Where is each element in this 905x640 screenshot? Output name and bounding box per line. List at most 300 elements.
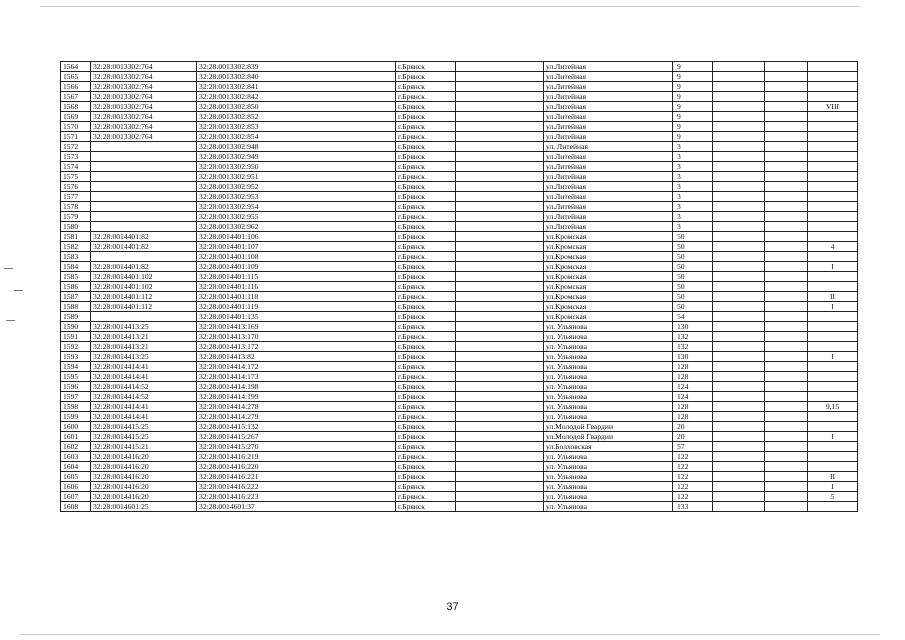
table-cell: 4 (808, 242, 858, 252)
table-cell (808, 132, 858, 142)
table-cell: г.Брянск (396, 162, 456, 172)
table-cell: 3 (673, 192, 713, 202)
table-cell: 32:28:0014401:115 (197, 272, 396, 282)
table-cell (765, 112, 808, 122)
table-cell (713, 432, 765, 442)
table-cell (456, 112, 544, 122)
table-cell: ул. Ульянова (544, 372, 673, 382)
table-cell (456, 242, 544, 252)
table-row (61, 252, 858, 262)
table-cell (91, 162, 197, 172)
table-cell: г.Брянск (396, 152, 456, 162)
table-cell: г.Брянск (396, 422, 456, 432)
table-cell (456, 492, 544, 502)
table-cell (765, 352, 808, 362)
table-cell (765, 182, 808, 192)
table-cell (713, 402, 765, 412)
table-cell (765, 392, 808, 402)
table-cell: г.Брянск (396, 402, 456, 412)
table-cell (713, 312, 765, 322)
table-cell (91, 152, 197, 162)
table-cell: 32:28:0013302:953 (197, 192, 396, 202)
table-cell: ул. Литейная (544, 142, 673, 152)
table-cell (808, 372, 858, 382)
cadastral-table (60, 61, 858, 512)
table-cell: 32:28:0014414:199 (197, 392, 396, 402)
table-cell (765, 242, 808, 252)
table-row (61, 292, 858, 302)
table-row (61, 362, 858, 372)
table-cell: 1581 (61, 232, 91, 242)
table-row (61, 162, 858, 172)
table-cell (713, 82, 765, 92)
table-cell (456, 372, 544, 382)
table-cell: 9 (673, 122, 713, 132)
table-cell: г.Брянск (396, 282, 456, 292)
table-cell: 32:28:0014401:119 (197, 302, 396, 312)
table-cell (808, 342, 858, 352)
table-cell (456, 482, 544, 492)
table-cell (91, 312, 197, 322)
table-cell: г.Брянск (396, 192, 456, 202)
table-cell: 32:28:0014401:106 (197, 232, 396, 242)
table-cell (765, 142, 808, 152)
table-cell: I (808, 262, 858, 272)
table-cell: 122 (673, 482, 713, 492)
table-cell (713, 272, 765, 282)
table-cell (765, 462, 808, 472)
table-cell: ул.Кромская (544, 272, 673, 282)
table-cell (456, 452, 544, 462)
table-cell (808, 392, 858, 402)
table-cell: 32:28:0014401:102 (91, 282, 197, 292)
table-cell: 5 (808, 492, 858, 502)
table-cell: 32:28:0014414:172 (197, 362, 396, 372)
table-cell: 9 (673, 132, 713, 142)
table-cell (808, 192, 858, 202)
table-cell (713, 142, 765, 152)
table-cell: 32:28:0014413:82 (197, 352, 396, 362)
table-cell: ул.Литейная (544, 192, 673, 202)
table-cell (765, 492, 808, 502)
table-cell: 1576 (61, 182, 91, 192)
table-row (61, 332, 858, 342)
table-cell (456, 262, 544, 272)
table-cell: ул.Молодой Гвардии (544, 422, 673, 432)
table-cell: 124 (673, 392, 713, 402)
table-cell: ул. Ульянова (544, 332, 673, 342)
table-cell: 122 (673, 472, 713, 482)
table-cell (713, 502, 765, 512)
table-cell: 1585 (61, 272, 91, 282)
table-cell (808, 282, 858, 292)
table-cell: 32:28:0014414:52 (91, 392, 197, 402)
table-row (61, 372, 858, 382)
table-cell (456, 222, 544, 232)
table-cell (808, 362, 858, 372)
table-cell: г.Брянск (396, 62, 456, 72)
table-cell (765, 372, 808, 382)
table-cell: 50 (673, 272, 713, 282)
table-cell (713, 242, 765, 252)
table-cell (808, 422, 858, 432)
table-cell: ул.Литейная (544, 212, 673, 222)
table-cell (765, 292, 808, 302)
table-cell: г.Брянск (396, 312, 456, 322)
table-cell: 1575 (61, 172, 91, 182)
table-cell: 32:28:0014416:20 (91, 472, 197, 482)
table-row (61, 132, 858, 142)
table-cell (765, 252, 808, 262)
table-cell (456, 162, 544, 172)
table-cell: ул.Литейная (544, 122, 673, 132)
table-cell (808, 162, 858, 172)
table-cell (713, 302, 765, 312)
table-cell: 32:28:0014415:21 (91, 442, 197, 452)
table-cell: 32:28:0013302:854 (197, 132, 396, 142)
table-cell: 32:28:0014416:20 (91, 482, 197, 492)
table-cell: г.Брянск (396, 262, 456, 272)
table-cell (765, 432, 808, 442)
table-cell: 9,15 (808, 402, 858, 412)
table-cell: 32:28:0014415:25 (91, 422, 197, 432)
table-cell (456, 252, 544, 262)
table-cell: г.Брянск (396, 372, 456, 382)
table-cell: 32:28:0014414:41 (91, 412, 197, 422)
table-cell (456, 462, 544, 472)
table-cell: ул.Кромская (544, 262, 673, 272)
table-cell: 32:28:0013302:840 (197, 72, 396, 82)
table-cell: 1572 (61, 142, 91, 152)
table-cell (713, 112, 765, 122)
table-cell: г.Брянск (396, 392, 456, 402)
table-row (61, 412, 858, 422)
table-cell: ул. Ульянова (544, 482, 673, 492)
table-cell (713, 182, 765, 192)
table-cell (808, 62, 858, 72)
table-cell (91, 202, 197, 212)
table-cell: 32:28:0014414:41 (91, 362, 197, 372)
table-row (61, 502, 858, 512)
table-cell (808, 112, 858, 122)
table-cell: 1594 (61, 362, 91, 372)
table-cell: ул. Ульянова (544, 452, 673, 462)
table-cell: ул.Литейная (544, 172, 673, 182)
table-cell: 50 (673, 302, 713, 312)
table-cell (713, 492, 765, 502)
table-row (61, 172, 858, 182)
table-cell (765, 452, 808, 462)
table-cell (713, 452, 765, 462)
table-cell: г.Брянск (396, 462, 456, 472)
table-cell: 50 (673, 262, 713, 272)
table-cell (456, 442, 544, 452)
table-cell: 32:28:0014416:20 (91, 452, 197, 462)
table-cell: 9 (673, 102, 713, 112)
table-cell (456, 152, 544, 162)
table-cell: ул.Кромская (544, 252, 673, 262)
table-cell: 1606 (61, 482, 91, 492)
table-cell: г.Брянск (396, 232, 456, 242)
table-cell: 32:28:0014401:108 (197, 252, 396, 262)
table-cell: 122 (673, 452, 713, 462)
table-cell: 1588 (61, 302, 91, 312)
table-cell: 128 (673, 412, 713, 422)
table-cell (808, 502, 858, 512)
table-cell (808, 222, 858, 232)
table-cell (713, 62, 765, 72)
table-cell (456, 402, 544, 412)
table-cell: 32:28:0014416:223 (197, 492, 396, 502)
table-row (61, 72, 858, 82)
table-cell: 32:28:0014401:112 (91, 292, 197, 302)
table-cell: 1589 (61, 312, 91, 322)
table-cell: г.Брянск (396, 182, 456, 192)
table-cell: 128 (673, 402, 713, 412)
table-cell: ул. Ульянова (544, 472, 673, 482)
table-cell (765, 342, 808, 352)
table-cell: 32:28:0013302:954 (197, 202, 396, 212)
table-cell: 3 (673, 222, 713, 232)
table-cell (808, 412, 858, 422)
table-cell: 32:28:0014401:82 (91, 262, 197, 272)
table-cell: 32:28:0014601:25 (91, 502, 197, 512)
table-cell: ул.Литейная (544, 112, 673, 122)
table-cell: г.Брянск (396, 272, 456, 282)
table-cell: 32:28:0013302:764 (91, 102, 197, 112)
table-cell: 50 (673, 282, 713, 292)
table-cell (765, 192, 808, 202)
table-cell (456, 342, 544, 352)
table-cell: 32:28:0013302:951 (197, 172, 396, 182)
table-cell: 32:28:0014413:21 (91, 332, 197, 342)
table-cell (808, 322, 858, 332)
table-cell: 133 (673, 502, 713, 512)
table-cell: 50 (673, 292, 713, 302)
table-cell: 3 (673, 152, 713, 162)
table-cell: 130 (673, 352, 713, 362)
table-cell: 32:28:0014413:169 (197, 322, 396, 332)
table-cell: ул.Кромская (544, 312, 673, 322)
table-cell: 3 (673, 142, 713, 152)
table-cell: г.Брянск (396, 502, 456, 512)
table-cell (765, 92, 808, 102)
table-cell: 32:28:0013302:764 (91, 112, 197, 122)
table-row (61, 442, 858, 452)
table-cell: 9 (673, 82, 713, 92)
table-cell: г.Брянск (396, 382, 456, 392)
table-cell: 32:28:0013302:764 (91, 122, 197, 132)
table-cell (765, 332, 808, 342)
table-cell: г.Брянск (396, 352, 456, 362)
table-row (61, 282, 858, 292)
table-cell: 32:28:0014414:52 (91, 382, 197, 392)
table-row (61, 192, 858, 202)
table-cell: 32:28:0014401:116 (197, 282, 396, 292)
table-cell: 3 (673, 162, 713, 172)
table-cell: г.Брянск (396, 322, 456, 332)
table-cell (765, 152, 808, 162)
table-cell: г.Брянск (396, 442, 456, 452)
table-cell: 1565 (61, 72, 91, 82)
table-row (61, 312, 858, 322)
table-cell: 50 (673, 232, 713, 242)
table-cell (713, 202, 765, 212)
table-cell: г.Брянск (396, 362, 456, 372)
cadastral-table-body (61, 62, 858, 512)
table-cell: 50 (673, 242, 713, 252)
table-cell: ул.Литейная (544, 182, 673, 192)
table-cell: 1584 (61, 262, 91, 272)
table-cell: ул. Ульянова (544, 342, 673, 352)
table-cell: 32:28:0014415:25 (91, 432, 197, 442)
table-cell (456, 122, 544, 132)
table-cell (713, 392, 765, 402)
table-cell (713, 292, 765, 302)
table-cell (91, 182, 197, 192)
table-cell: г.Брянск (396, 292, 456, 302)
table-cell: 57 (673, 442, 713, 452)
table-cell: 32:28:0014401:112 (91, 302, 197, 312)
table-cell (456, 272, 544, 282)
table-cell: 122 (673, 462, 713, 472)
table-cell (456, 192, 544, 202)
table-cell: г.Брянск (396, 212, 456, 222)
table-cell (713, 172, 765, 182)
table-cell: 32:28:0013302:764 (91, 132, 197, 142)
table-cell (713, 162, 765, 172)
table-cell: г.Брянск (396, 302, 456, 312)
table-cell (456, 82, 544, 92)
table-cell: 1569 (61, 112, 91, 122)
table-row (61, 452, 858, 462)
table-cell (713, 102, 765, 112)
table-cell (808, 452, 858, 462)
table-cell (765, 122, 808, 132)
scan-noise-bottom (20, 634, 880, 635)
table-cell: г.Брянск (396, 412, 456, 422)
table-cell: 32:28:0013302:950 (197, 162, 396, 172)
table-cell: ул. Ульянова (544, 502, 673, 512)
table-cell: ул.Литейная (544, 222, 673, 232)
table-cell: 1601 (61, 432, 91, 442)
table-cell: ул.Литейная (544, 102, 673, 112)
table-cell: 32:28:0013302:949 (197, 152, 396, 162)
table-cell: 32:28:0014414:173 (197, 372, 396, 382)
table-cell: 32:28:0013302:962 (197, 222, 396, 232)
table-cell: г.Брянск (396, 332, 456, 342)
table-cell: 32:28:0014415:267 (197, 432, 396, 442)
table-cell (456, 62, 544, 72)
table-row (61, 322, 858, 332)
table-cell (808, 252, 858, 262)
margin-mark (6, 320, 15, 321)
table-cell: 1595 (61, 372, 91, 382)
table-cell (808, 232, 858, 242)
table-cell (713, 372, 765, 382)
table-cell: ул.Литейная (544, 152, 673, 162)
table-cell: ул.Литейная (544, 72, 673, 82)
table-cell: ул. Ульянова (544, 352, 673, 362)
table-cell (456, 422, 544, 432)
table-cell (765, 132, 808, 142)
table-cell: г.Брянск (396, 72, 456, 82)
table-cell (713, 442, 765, 452)
table-cell (713, 352, 765, 362)
table-cell (456, 382, 544, 392)
table-cell (765, 412, 808, 422)
table-cell: 1596 (61, 382, 91, 392)
table-cell (713, 212, 765, 222)
table-cell: 1571 (61, 132, 91, 142)
table-cell: 3 (673, 202, 713, 212)
table-row (61, 82, 858, 92)
table-cell: 32:28:0014416:221 (197, 472, 396, 482)
table-cell: I (808, 432, 858, 442)
table-cell (765, 322, 808, 332)
table-cell (765, 172, 808, 182)
table-cell: 3 (673, 212, 713, 222)
table-cell (765, 312, 808, 322)
table-cell: 32:28:0013302:841 (197, 82, 396, 92)
table-cell: г.Брянск (396, 142, 456, 152)
table-cell (808, 272, 858, 282)
table-cell: 20 (673, 432, 713, 442)
table-cell (808, 172, 858, 182)
table-cell (765, 472, 808, 482)
table-cell (765, 202, 808, 212)
table-cell: г.Брянск (396, 252, 456, 262)
table-cell (765, 272, 808, 282)
table-row (61, 152, 858, 162)
table-cell: 1586 (61, 282, 91, 292)
table-cell: г.Брянск (396, 452, 456, 462)
table-cell (456, 412, 544, 422)
table-cell: 1605 (61, 472, 91, 482)
table-cell (808, 122, 858, 132)
table-cell: ул. Ульянова (544, 402, 673, 412)
table-cell: 32:28:0013302:852 (197, 112, 396, 122)
table-cell: 32:28:0014413:25 (91, 322, 197, 332)
table-row (61, 142, 858, 152)
table-cell: 1573 (61, 152, 91, 162)
table-row (61, 342, 858, 352)
table-cell: 1580 (61, 222, 91, 232)
table-cell (765, 102, 808, 112)
table-cell: 32:28:0014401:82 (91, 242, 197, 252)
table-cell: 132 (673, 332, 713, 342)
table-cell: 32:28:0014401:135 (197, 312, 396, 322)
table-cell (713, 262, 765, 272)
table-cell: 1579 (61, 212, 91, 222)
table-cell (713, 232, 765, 242)
table-cell (456, 352, 544, 362)
table-cell: 1604 (61, 462, 91, 472)
table-cell: г.Брянск (396, 482, 456, 492)
table-cell: 32:28:0014416:219 (197, 452, 396, 462)
table-cell: 1603 (61, 452, 91, 462)
table-cell (713, 362, 765, 372)
table-cell (808, 312, 858, 322)
table-cell: I (808, 482, 858, 492)
table-cell (808, 202, 858, 212)
table-cell: ул.Литейная (544, 162, 673, 172)
table-cell: ул. Ульянова (544, 392, 673, 402)
table-cell (713, 422, 765, 432)
table-cell: г.Брянск (396, 122, 456, 132)
table-cell (713, 382, 765, 392)
table-cell: 9 (673, 92, 713, 102)
